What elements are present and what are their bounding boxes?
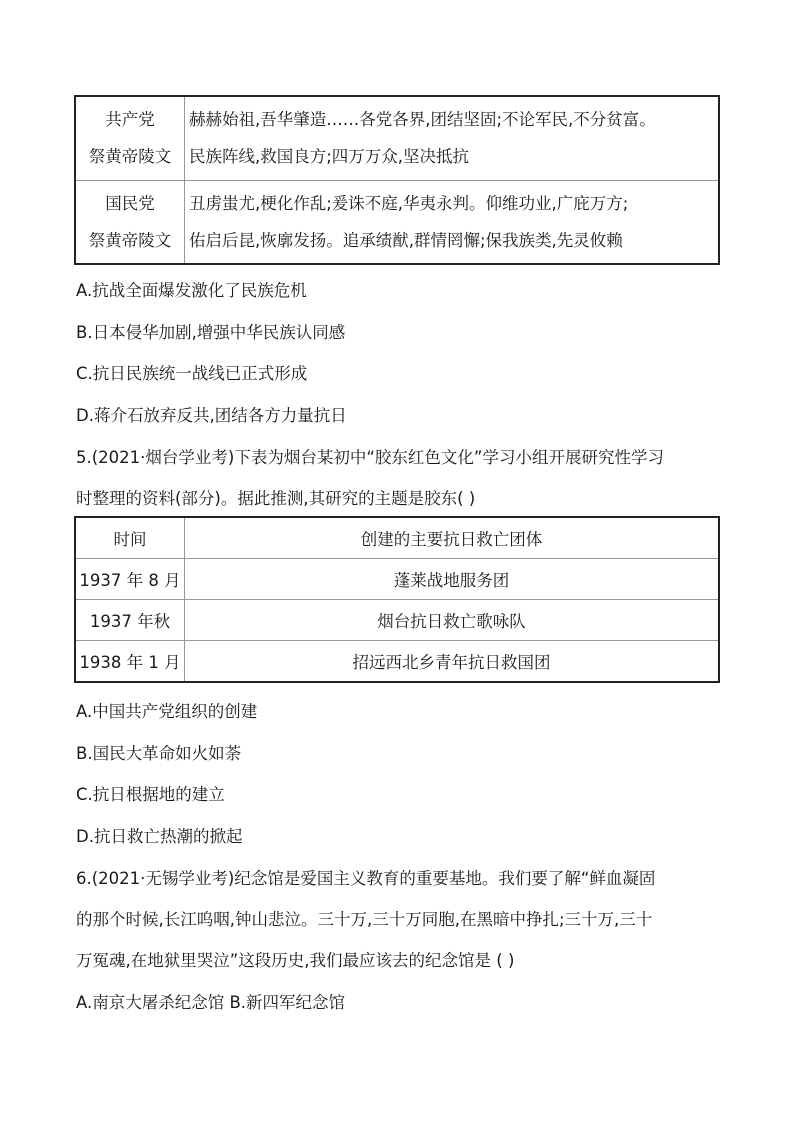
column-header: 创建的主要抗日救亡团体 <box>185 517 720 559</box>
table-row <box>75 180 719 264</box>
q5-stem: 5.(2021·烟台学业考)下表为烟台某初中“胶东红色文化”学习小组开展研究性学习 <box>76 448 664 467</box>
q5-option-d: D.抗日救亡热潮的掀起 <box>76 827 243 846</box>
group-cell: 招远西北乡青年抗日救国团 <box>185 641 720 683</box>
memorial-text-cell: 赫赫始祖,吾华肇造……各党各界,团结坚固;不论军民,不分贫富。 民族阵线,救国良方;四万万众,坚决抵抗 <box>185 96 720 180</box>
q5-option-b: B.国民大革命如火如荼 <box>76 744 242 763</box>
table-row <box>75 600 719 641</box>
party-cell: 国民党 祭黄帝陵文 <box>75 180 185 264</box>
memorial-text-cell: 丑虏蚩尤,梗化作乱;爰诛不庭,华夷永判。仰维功业,广庇万方; 佑启后昆,恢廓发扬。追承绩猷,群情罔懈;保我族类,先灵攸赖 <box>185 180 720 264</box>
q5-stem: 时整理的资料(部分)。据此推测,其研究的主题是胶东( ) <box>76 489 476 508</box>
q5-option-c: C.抗日根据地的建立 <box>76 785 225 804</box>
column-header: 时间 <box>75 517 185 559</box>
party-cell: 共产党 祭黄帝陵文 <box>75 96 185 180</box>
q6-options: A.南京大屠杀纪念馆 B.新四军纪念馆 <box>76 993 346 1012</box>
q6-stem: 万冤魂,在地狱里哭泣”这段历史,我们最应该去的纪念馆是 ( ) <box>76 951 515 970</box>
q4-option-a: A.抗战全面爆发激化了民族危机 <box>76 281 307 300</box>
memorial-text-table <box>74 95 720 265</box>
q6-stem: 的那个时候,长江呜咽,钟山悲泣。三十万,三十万同胞,在黑暗中挣扎;三十万,三十 <box>76 910 653 929</box>
group-cell: 烟台抗日救亡歌咏队 <box>185 600 720 641</box>
q5-option-a: A.中国共产党组织的创建 <box>76 702 258 721</box>
table-header-row <box>75 517 719 559</box>
table-row <box>75 559 719 600</box>
table-row <box>75 96 719 180</box>
date-cell: 1937 年 8 月 <box>75 559 185 600</box>
table-row <box>75 641 719 683</box>
date-cell: 1938 年 1 月 <box>75 641 185 683</box>
q4-option-d: D.蒋介石放弃反共,团结各方力量抗日 <box>76 406 347 425</box>
q6-stem: 6.(2021·无锡学业考)纪念馆是爱国主义教育的重要基地。我们要了解“鲜血凝固 <box>76 869 656 888</box>
date-cell: 1937 年秋 <box>75 600 185 641</box>
q4-option-b: B.日本侵华加剧,增强中华民族认同感 <box>76 323 346 342</box>
q4-option-c: C.抗日民族统一战线已正式形成 <box>76 364 308 383</box>
group-cell: 蓬莱战地服务团 <box>185 559 720 600</box>
anti-japanese-groups-table <box>74 516 720 683</box>
